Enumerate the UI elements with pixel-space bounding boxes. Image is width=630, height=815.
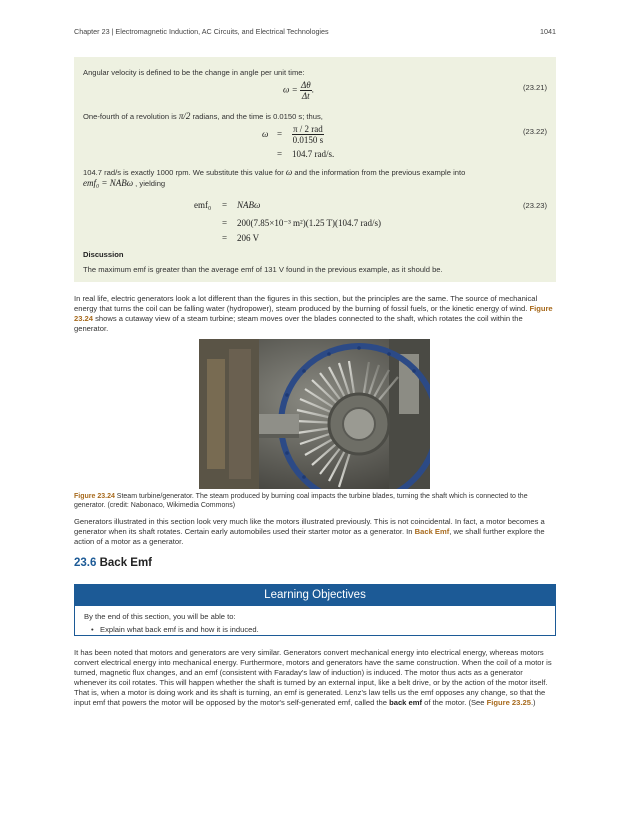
subst-omega: ω	[285, 167, 293, 177]
section-heading	[74, 557, 152, 569]
eq23-lhs: emf₀	[194, 200, 212, 210]
discussion-text: The maximum emf is greater than the average emf of 131 V found in the previous example, as it should be.	[83, 265, 443, 274]
figure-23-25-link[interactable]: Figure 23.25	[486, 698, 531, 707]
subst-text-c: , yielding	[133, 179, 166, 188]
eq23-equals-2: =	[222, 218, 228, 228]
eq22-result: 104.7 rad/s.	[292, 149, 335, 159]
figure-label: Figure 23.24	[74, 493, 115, 500]
quarter-text-b: radians, and the time is 0.0150 s; thus,	[190, 112, 323, 121]
back-emf-term: back emf	[389, 698, 423, 707]
back-emf-link[interactable]: Back Emf	[414, 527, 450, 536]
section-title: Back Emf	[99, 557, 153, 569]
para2-text-b: , we shall further explore the action of a motor as a generator.	[74, 527, 545, 546]
substitution-line-1	[83, 167, 465, 178]
eq23-equals-3: =	[222, 233, 228, 243]
para1-text-a: In real life, electric generators look a lot different than the figures in this section, but the principles are the same. The source of mechanical energy that turns the coil can be falling water (hydropower), steam produced by the burning of fossil fuels, or the kinetic energy of wind.	[74, 294, 538, 313]
learning-objective-item: • Explain what back emf is and how it is induced.	[84, 623, 546, 636]
eq22-fraction	[292, 124, 324, 145]
equation-23-21	[283, 80, 314, 101]
learning-objectives-box	[74, 584, 556, 636]
subst-text-a: 104.7 rad/s is exactly 1000 rpm. We substitute this value for	[83, 168, 286, 177]
eq21-tail: .	[311, 84, 314, 95]
figure-23-24-caption	[74, 492, 556, 510]
emf-formula: emf₀ = NABω	[83, 178, 134, 188]
learning-objectives-intro: By the end of this section, you will be able to:	[84, 612, 236, 621]
eq23-rhs-2: 200(7.85×10⁻³ m²)(1.25 T)(104.7 rad/s)	[237, 218, 382, 228]
subst-text-b: and the information from the previous example into	[292, 168, 466, 177]
para3-text-a: It has been noted that motors and generators are very similar. Generators convert mechanical energy into electrical energy, whereas motors convert electrical energy into mechanical energy. Furthermore, motors and generators have the same construction. When the coil of a motor is turned, magnetic flux changes, and an emf (consistent with Faraday's law of induction) is induced. The motor thus acts as a generator whenever its coil rotates. This will happen whether the shaft is turned by an external input, like a belt drive, or by the action of the motor itself. That is, when a motor is doing work and its shaft is turning, an emf is generated. Lenz's law tells us the emf opposes any change, so that the input emf that powers the motor will be opposed by the motor's self-generated emf, called the	[74, 648, 552, 707]
angular-velocity-intro: Angular velocity is defined to be the change in angle per unit time:	[83, 68, 305, 77]
paragraph-back-emf	[74, 648, 556, 708]
paragraph-generators-motors	[74, 517, 556, 547]
para2-text-a: Generators illustrated in this section look very much like the motors illustrated previously. This is not coincidental. In fact, a motor becomes a generator when its shaft rotates. Certain early automobiles used their starter motor as a generator. In	[74, 517, 545, 536]
equation-number-23-23: (23.23)	[522, 201, 547, 210]
section-number: 23.6	[74, 557, 97, 569]
steam-turbine-illustration	[199, 339, 430, 489]
para1-text-b: shows a cutaway view of a steam turbine; steam moves over the blades connected to the shaft, which rotates the coil within the generator.	[74, 314, 523, 333]
eq23-rhs-1: NABω	[237, 200, 261, 210]
steam-turbine-photo	[199, 339, 430, 489]
eq21-lhs: ω =	[283, 84, 300, 95]
para3-text-c: .)	[530, 698, 536, 707]
eq22-denominator: 0.0150 s	[292, 135, 324, 145]
eq22-numerator: π / 2 rad	[293, 124, 323, 134]
substitution-line-2	[83, 178, 165, 189]
worked-example-box	[74, 57, 556, 282]
eq21-numerator: Δθ	[300, 80, 311, 90]
discussion-heading: Discussion	[83, 250, 124, 259]
eq23-equals-1: =	[222, 200, 228, 210]
figure-23-24-link[interactable]: Figure 23.24	[74, 304, 553, 323]
figure-caption-text: Steam turbine/generator. The steam produced by burning coal impacts the turbine blades, turning the shaft which is connected to the generator. (credit: Nabonaco, Wikimedia Commons)	[74, 493, 528, 509]
equation-number-23-21: (23.21)	[522, 83, 547, 92]
eq22-lhs: ω	[262, 129, 269, 139]
para3-text-b: of the motor. (See	[422, 698, 487, 707]
equation-number-23-22: (23.22)	[522, 127, 547, 136]
pi-over-two: π/2	[178, 111, 191, 121]
page-number: 1041	[540, 27, 556, 36]
quarter-text-a: One-fourth of a revolution is	[83, 112, 179, 121]
eq23-rhs-3: 206 V	[237, 233, 260, 243]
quarter-revolution-text	[83, 111, 323, 122]
eq22-equals-2: =	[277, 149, 283, 159]
eq21-denominator: Δt	[301, 91, 310, 101]
learning-objectives-heading: Learning Objectives	[75, 585, 555, 606]
paragraph-real-life-generators	[74, 294, 556, 334]
eq22-equals-1: =	[277, 129, 283, 139]
running-header-chapter: Chapter 23 | Electromagnetic Induction, AC Circuits, and Electrical Technologies	[74, 27, 329, 36]
